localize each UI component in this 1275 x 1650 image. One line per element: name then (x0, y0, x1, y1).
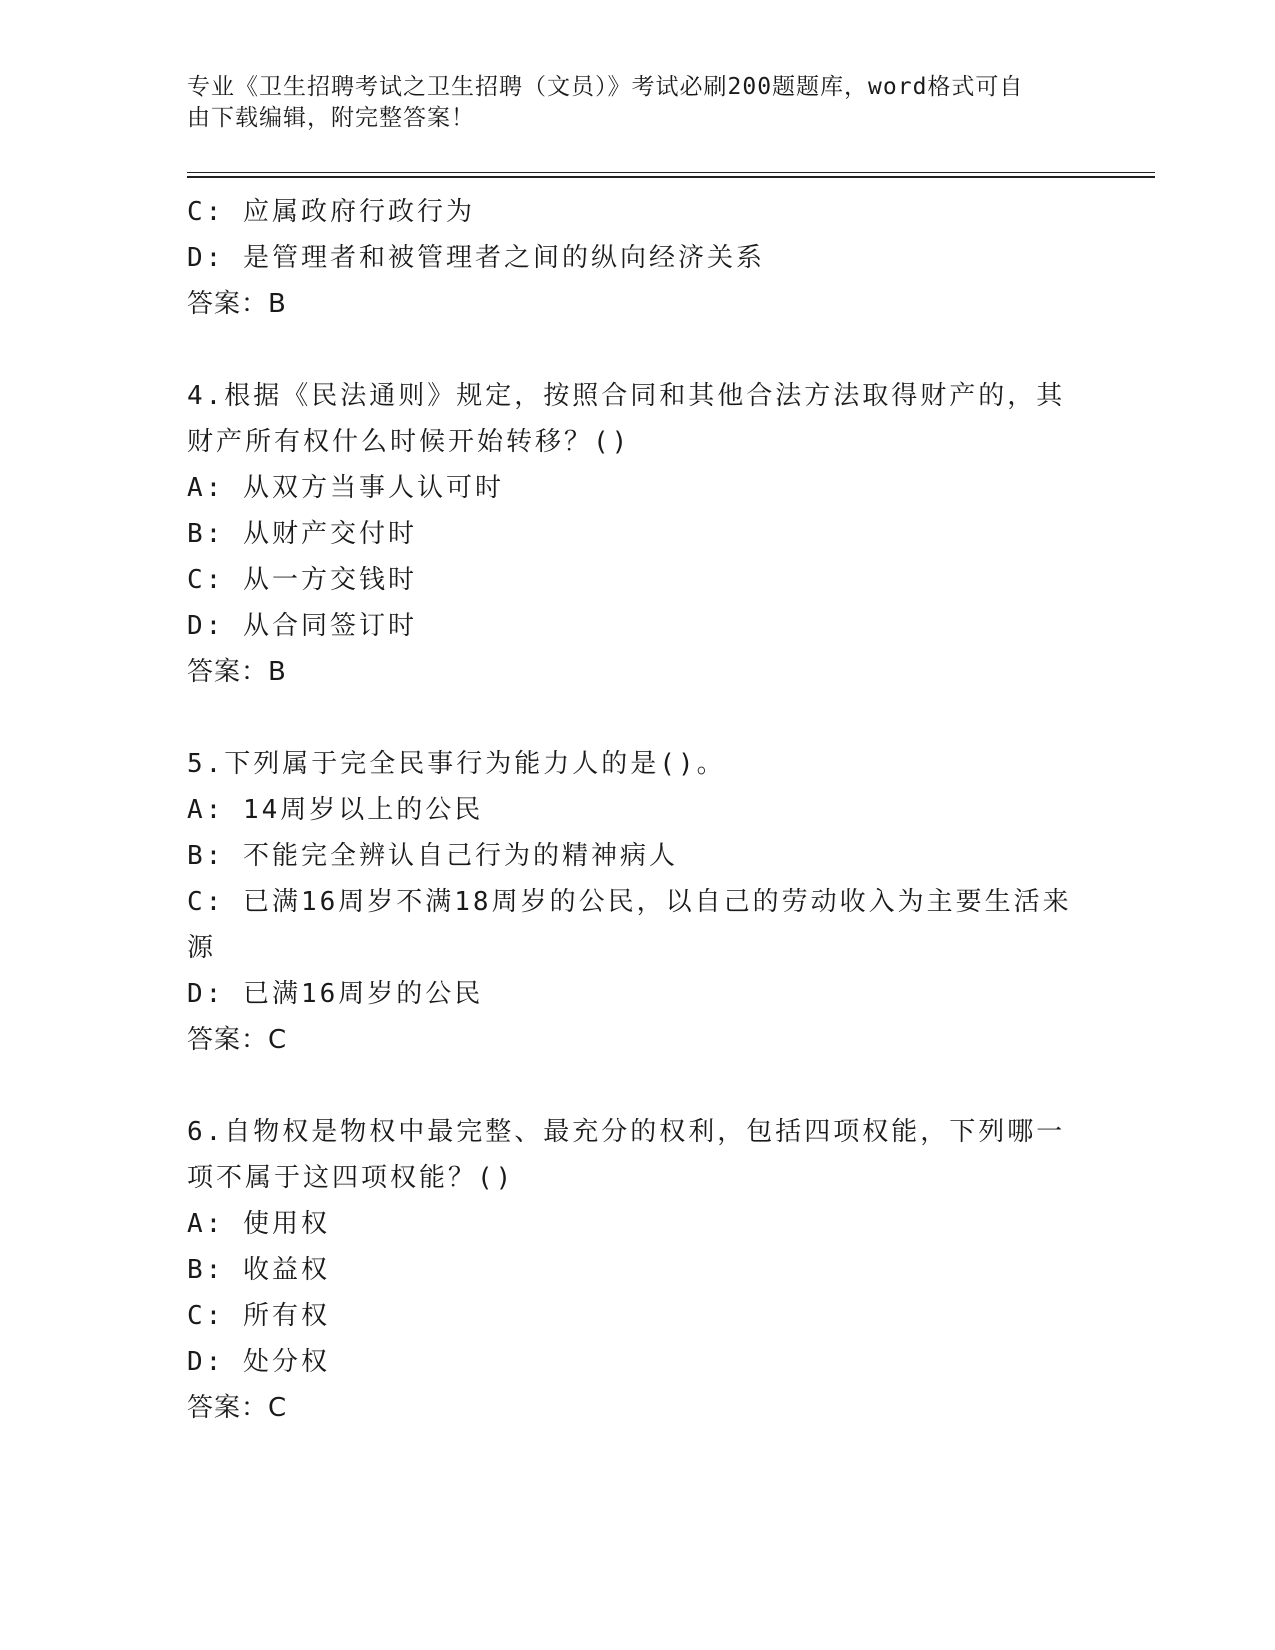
option-b: B: 不能完全辨认自己行为的精神病人 (187, 841, 678, 871)
option-d: D: 从合同签订时 (187, 611, 417, 641)
question-stem: 5.下列属于完全民事行为能力人的是()。 (187, 749, 726, 779)
option-a: A: 使用权 (187, 1209, 330, 1239)
header-rule-thin (187, 172, 1155, 173)
option-d: D: 处分权 (187, 1347, 330, 1377)
question-stem: 6.自物权是物权中最完整、最充分的权利，包括四项权能，下列哪一 (187, 1117, 1066, 1147)
question-block-3-tail (187, 189, 1087, 327)
option-c-cont: 源 (187, 933, 217, 963)
option-c: C: 从一方交钱时 (187, 565, 417, 595)
answer-line: 答案：C (187, 1393, 288, 1423)
option-a: A: 从双方当事人认可时 (187, 473, 504, 503)
header-rule-thick (187, 176, 1155, 178)
answer-line: 答案：B (187, 657, 287, 687)
option-d: D: 是管理者和被管理者之间的纵向经济关系 (187, 243, 765, 273)
answer-line: 答案：C (187, 1025, 288, 1055)
option-c: C: 所有权 (187, 1301, 330, 1331)
header-line-2: 由下载编辑，附完整答案！ (187, 105, 475, 131)
question-block-4 (187, 373, 1087, 695)
question-block-5 (187, 741, 1087, 1063)
question-list (187, 189, 1087, 1431)
question-block-6 (187, 1109, 1087, 1431)
option-b: B: 从财产交付时 (187, 519, 417, 549)
document-header (187, 72, 1077, 134)
option-d: D: 已满16周岁的公民 (187, 979, 484, 1009)
header-line-1: 专业《卫生招聘考试之卫生招聘（文员）》考试必刷200题题库，word格式可自 (187, 74, 1024, 100)
question-stem-cont: 项不属于这四项权能？() (187, 1163, 515, 1193)
question-stem: 4.根据《民法通则》规定，按照合同和其他合法方法取得财产的，其 (187, 381, 1066, 411)
option-b: B: 收益权 (187, 1255, 330, 1285)
option-a: A: 14周岁以上的公民 (187, 795, 484, 825)
question-stem-cont: 财产所有权什么时候开始转移？() (187, 427, 631, 457)
option-c: C: 已满16周岁不满18周岁的公民，以自己的劳动收入为主要生活来 (187, 887, 1072, 917)
answer-line: 答案：B (187, 289, 287, 319)
option-c: C: 应属政府行政行为 (187, 197, 475, 227)
